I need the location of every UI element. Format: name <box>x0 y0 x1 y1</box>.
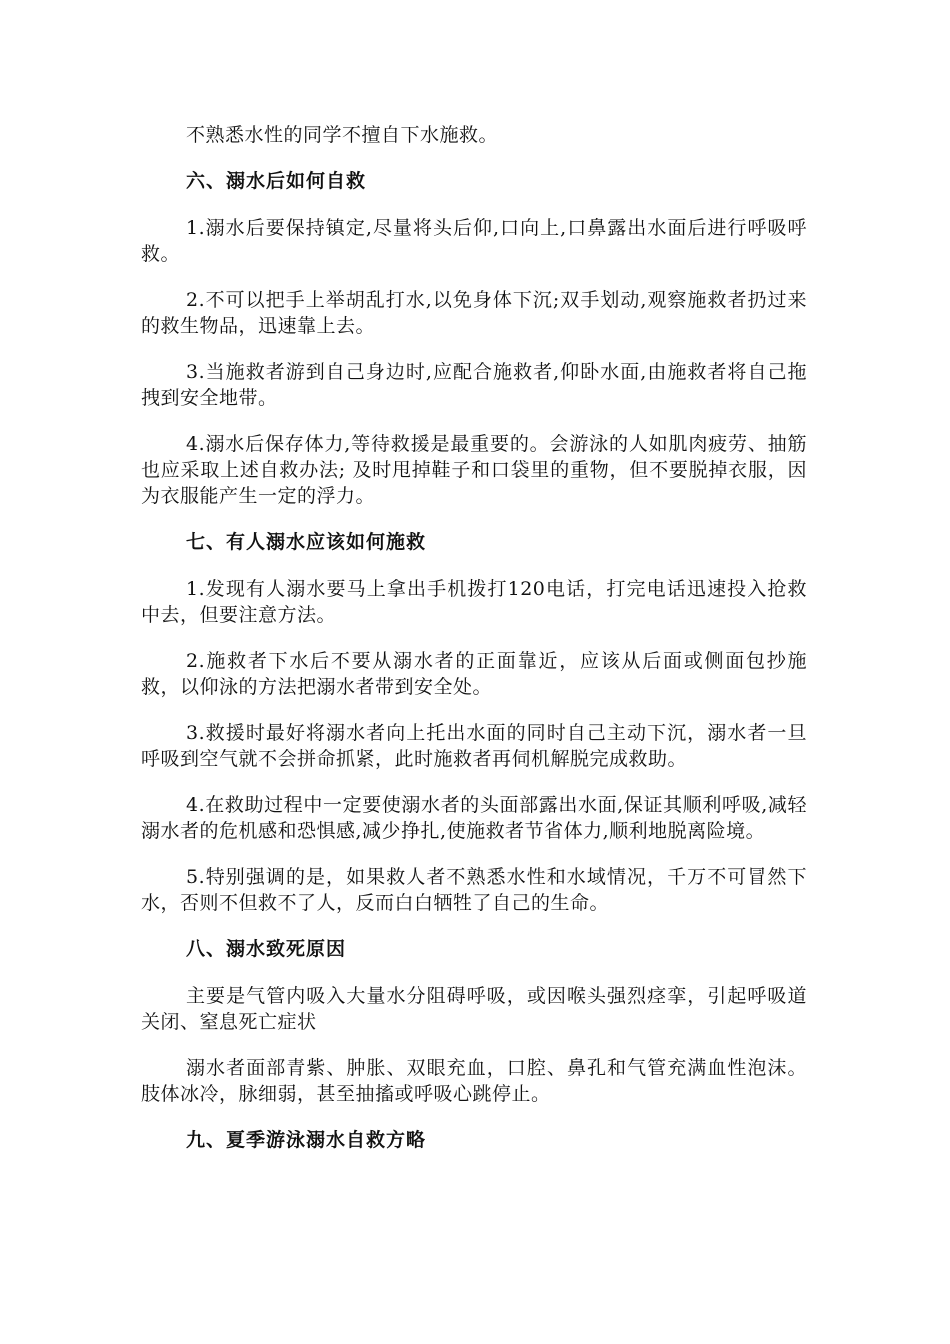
paragraph: 4.溺水后保存体力,等待救援是最重要的。会游泳的人如肌肉疲劳、抽筋也应采取上述自救办法; 及时甩掉鞋子和口袋里的重物，但不要脱掉衣服，因为衣服能产生一定的浮力。 <box>141 433 807 507</box>
paragraph: 主要是气管内吸入大量水分阻碍呼吸，或因喉头强烈痉挛，引起呼吸道关闭、窒息死亡症状 <box>141 985 807 1033</box>
paragraph: 3.救援时最好将溺水者向上托出水面的同时自己主动下沉，溺水者一旦呼吸到空气就不会拼命抓紧，此时施救者再伺机解脱完成救助。 <box>141 722 807 770</box>
paragraph: 1.发现有人溺水要马上拿出手机拨打120电话，打完电话迅速投入抢救中去，但要注意方法。 <box>141 578 807 626</box>
section-heading: 七、有人溺水应该如何施救 <box>186 531 427 553</box>
paragraph: 1.溺水后要保持镇定,尽量将头后仰,口向上,口鼻露出水面后进行呼吸呼救。 <box>141 217 807 265</box>
paragraph: 溺水者面部青紫、肿胀、双眼充血，口腔、鼻孔和气管充满血性泡沫。肢体冰冷，脉细弱，甚至抽搐或呼吸心跳停止。 <box>141 1057 807 1105</box>
document-body <box>141 122 807 1174</box>
section-heading: 六、溺水后如何自救 <box>186 170 367 192</box>
paragraph: 5.特别强调的是，如果救人者不熟悉水性和水域情况，千万不可冒然下水，否则不但救不了人，反而白白牺牲了自己的生命。 <box>141 866 807 914</box>
paragraph: 2.不可以把手上举胡乱打水,以免身体下沉;双手划动,观察施救者扔过来的救生物品，迅速靠上去。 <box>141 289 807 337</box>
paragraph: 3.当施救者游到自己身边时,应配合施救者,仰卧水面,由施救者将自己拖拽到安全地带。 <box>141 361 807 409</box>
section-heading: 八、溺水致死原因 <box>186 938 347 960</box>
paragraph: 2.施救者下水后不要从溺水者的正面靠近，应该从后面或侧面包抄施救，以仰泳的方法把溺水者带到安全处。 <box>141 650 807 698</box>
paragraph: 不熟悉水性的同学不擅自下水施救。 <box>186 124 499 146</box>
paragraph: 4.在救助过程中一定要使溺水者的头面部露出水面,保证其顺利呼吸,减轻溺水者的危机感和恐惧感,减少挣扎,使施救者节省体力,顺利地脱离险境。 <box>141 794 807 842</box>
section-heading: 九、夏季游泳溺水自救方略 <box>186 1129 427 1151</box>
